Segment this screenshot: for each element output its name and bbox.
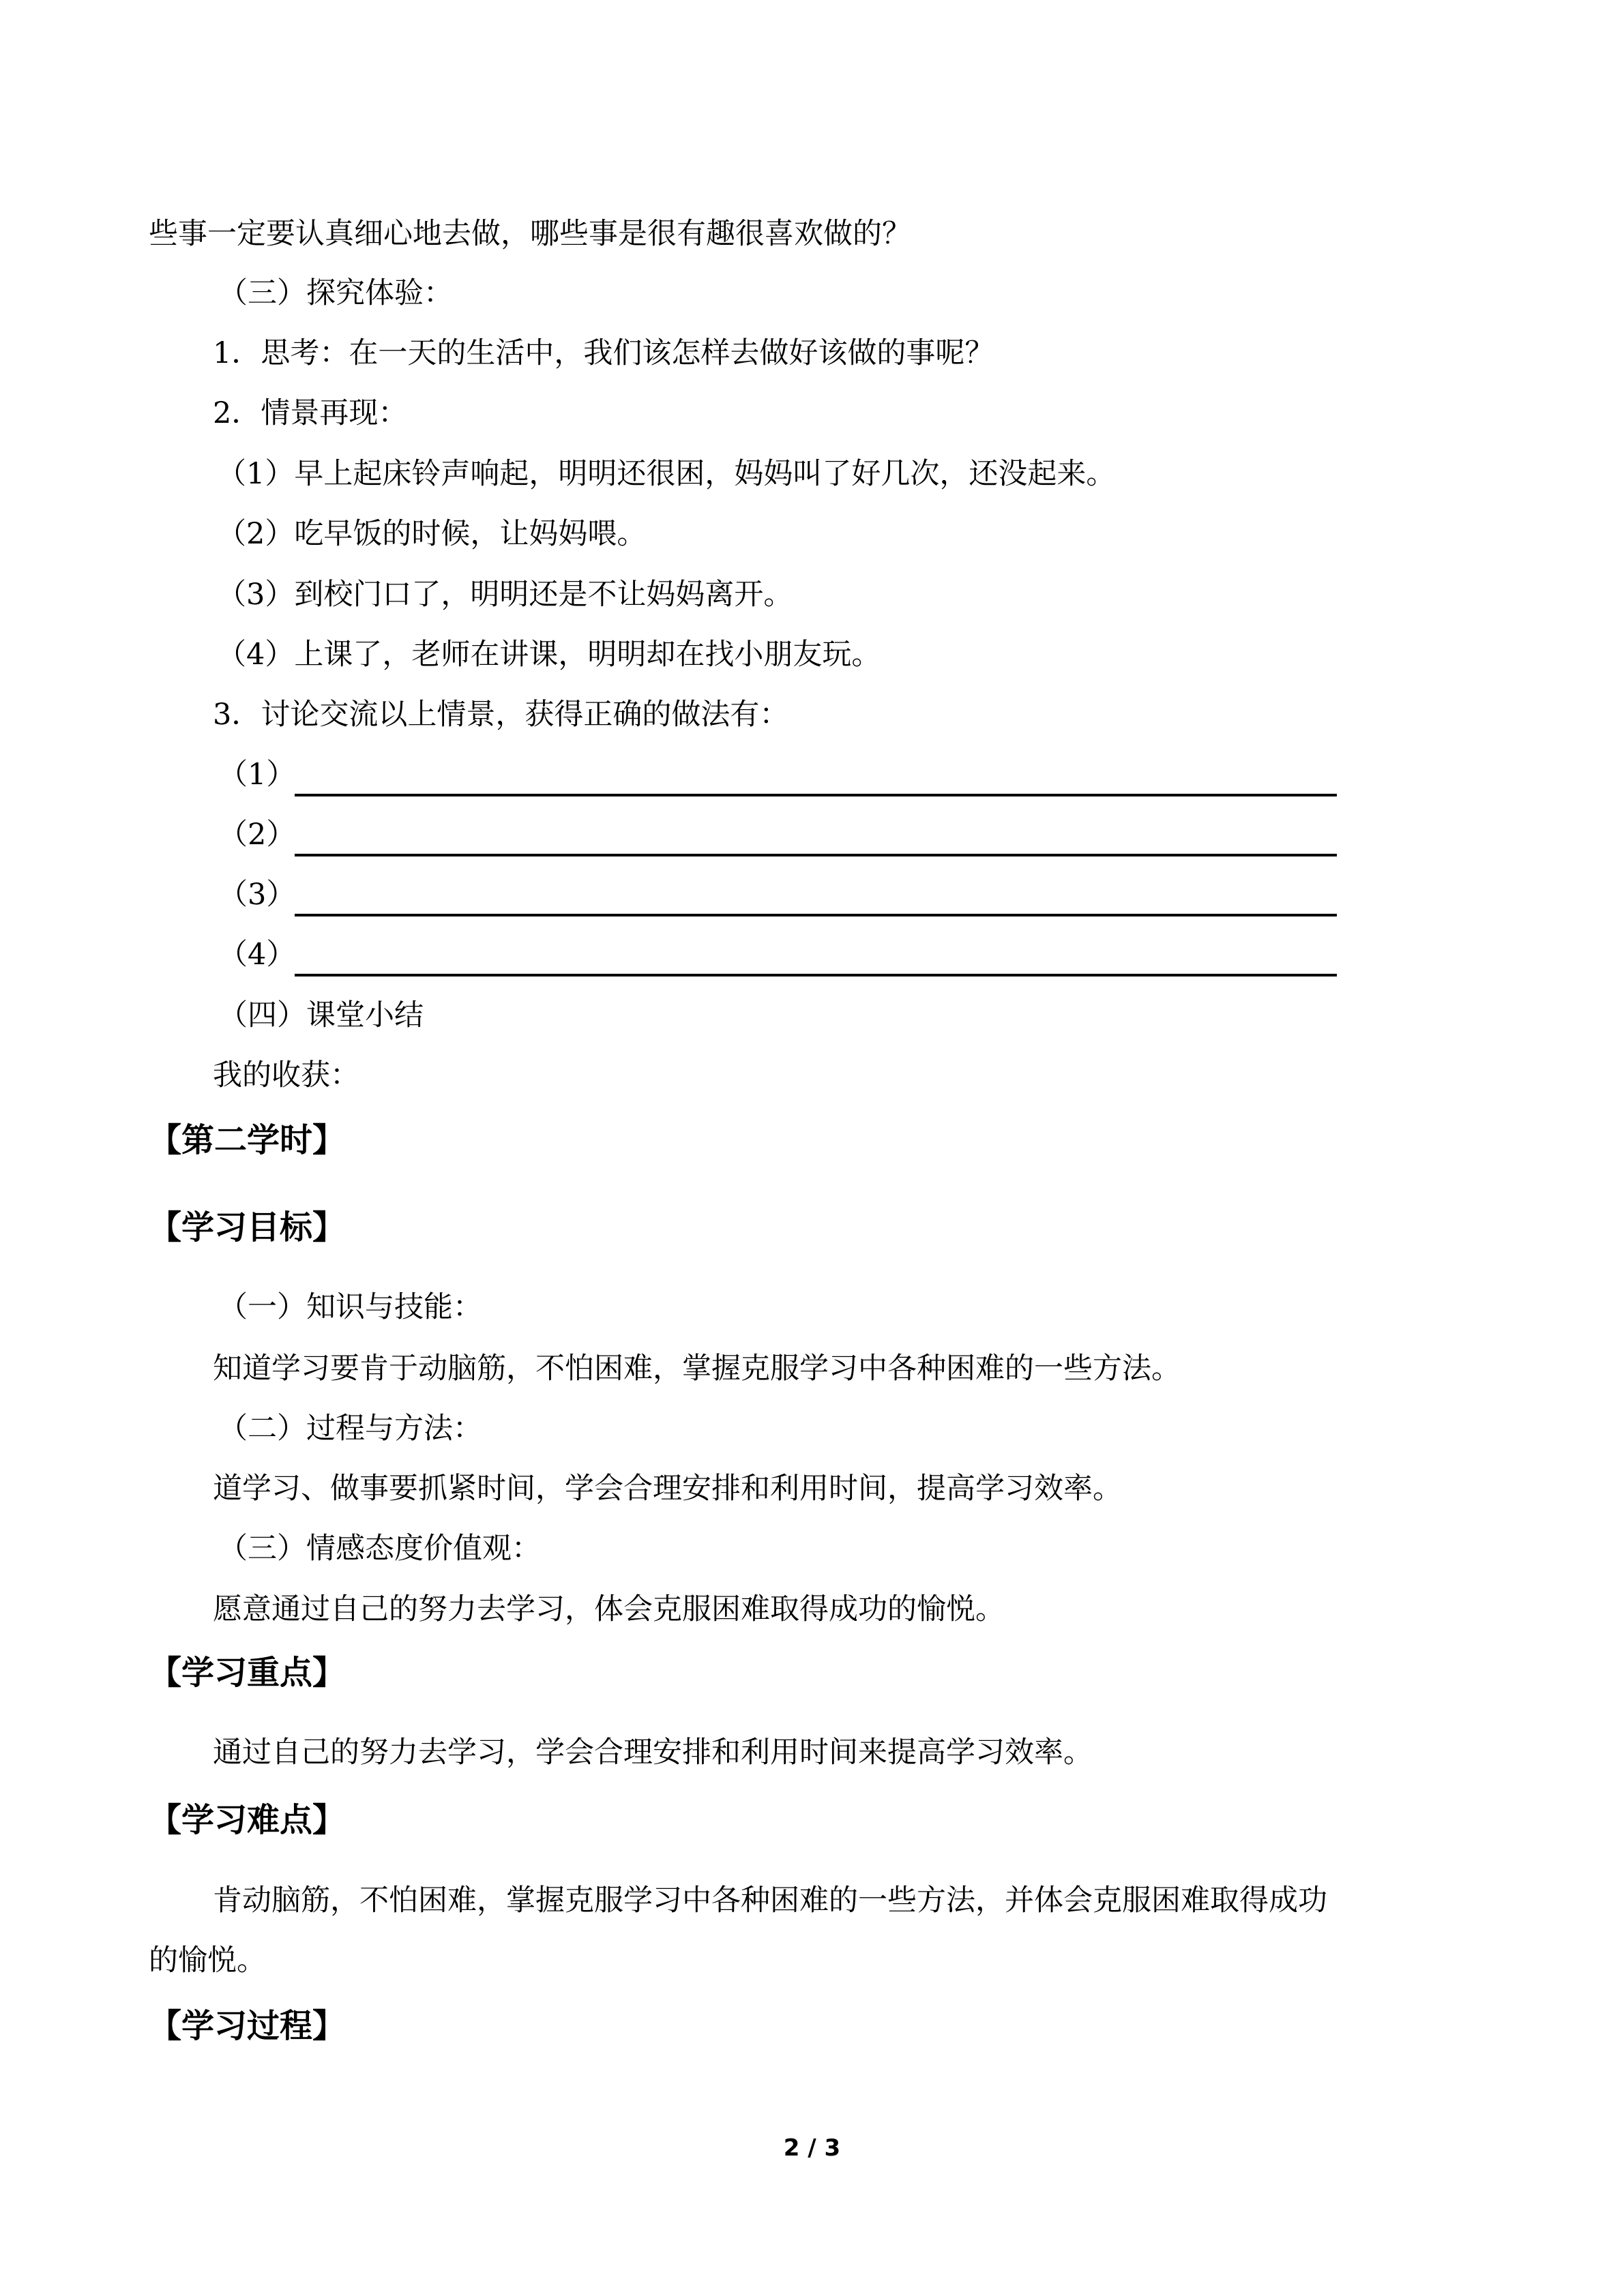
key-points-text: 通过自己的努力去学习，学会合理安排和利用时间来提高学习效率。 <box>213 1735 1093 1770</box>
answer-blank-number: （2） <box>218 818 296 852</box>
page-number: 2 / 3 <box>783 2134 841 2162</box>
goal-3-title: （三）情感态度价值观： <box>218 1532 541 1566</box>
answer-blank-row[interactable] <box>218 814 1337 855</box>
answer-blank-number: （3） <box>218 878 296 912</box>
answer-blank-line <box>295 974 1337 976</box>
heading-difficult-points: 【学习难点】 <box>149 1801 346 1839</box>
question-3: 3．讨论交流以上情景，获得正确的做法有： <box>213 698 789 732</box>
scene-2: （2）吃早饭的时候，让妈妈喂。 <box>217 517 647 551</box>
answer-blank-number: （4） <box>218 938 296 972</box>
goal-2-text: 道学习、做事要抓紧时间，学会合理安排和利用时间，提高学习效率。 <box>213 1472 1122 1506</box>
question-1: 1．思考：在一天的生活中，我们该怎样去做好该做的事呢？ <box>213 336 994 370</box>
scene-1: （1）早上起床铃声响起，明明还很困，妈妈叫了好几次，还没起来。 <box>217 457 1116 491</box>
goal-3-text: 愿意通过自己的努力去学习，体会克服困难取得成功的愉悦。 <box>213 1592 1005 1626</box>
heading-second-period: 【第二学时】 <box>149 1121 346 1159</box>
section-explore: （三）探究体验： <box>218 276 453 310</box>
difficult-points-text-line2: 的愉悦。 <box>149 1943 266 1978</box>
heading-key-points: 【学习重点】 <box>149 1654 346 1692</box>
answer-blank-row[interactable] <box>218 934 1337 975</box>
answer-blank-number: （1） <box>218 758 296 792</box>
answer-blank-line <box>295 854 1337 856</box>
scene-4: （4）上课了，老师在讲课，明明却在找小朋友玩。 <box>217 638 881 672</box>
scene-3: （3）到校门口了，明明还是不让妈妈离开。 <box>217 578 793 612</box>
question-2: 2．情景再现： <box>213 396 408 430</box>
answer-blank-line <box>295 914 1337 916</box>
harvest-label: 我的收获： <box>213 1058 359 1092</box>
goal-2-title: （二）过程与方法： <box>218 1412 482 1446</box>
goal-1-title: （一）知识与技能： <box>218 1290 482 1324</box>
difficult-points-text-line1: 肯动脑筋，不怕困难，掌握克服学习中各种困难的一些方法，并体会克服困难取得成功 <box>213 1883 1327 1918</box>
goal-1-text: 知道学习要肯于动脑筋，不怕困难，掌握克服学习中各种困难的一些方法。 <box>213 1352 1181 1386</box>
answer-blank-row[interactable] <box>218 874 1337 915</box>
intro-line: 些事一定要认真细心地去做，哪些事是很有趣很喜欢做的？ <box>149 217 911 251</box>
section-summary: （四）课堂小结 <box>218 998 424 1032</box>
heading-learning-process: 【学习过程】 <box>149 2007 346 2045</box>
heading-learning-goals: 【学习目标】 <box>149 1208 346 1247</box>
answer-blank-row[interactable] <box>218 754 1337 795</box>
answer-blank-line <box>295 794 1337 796</box>
